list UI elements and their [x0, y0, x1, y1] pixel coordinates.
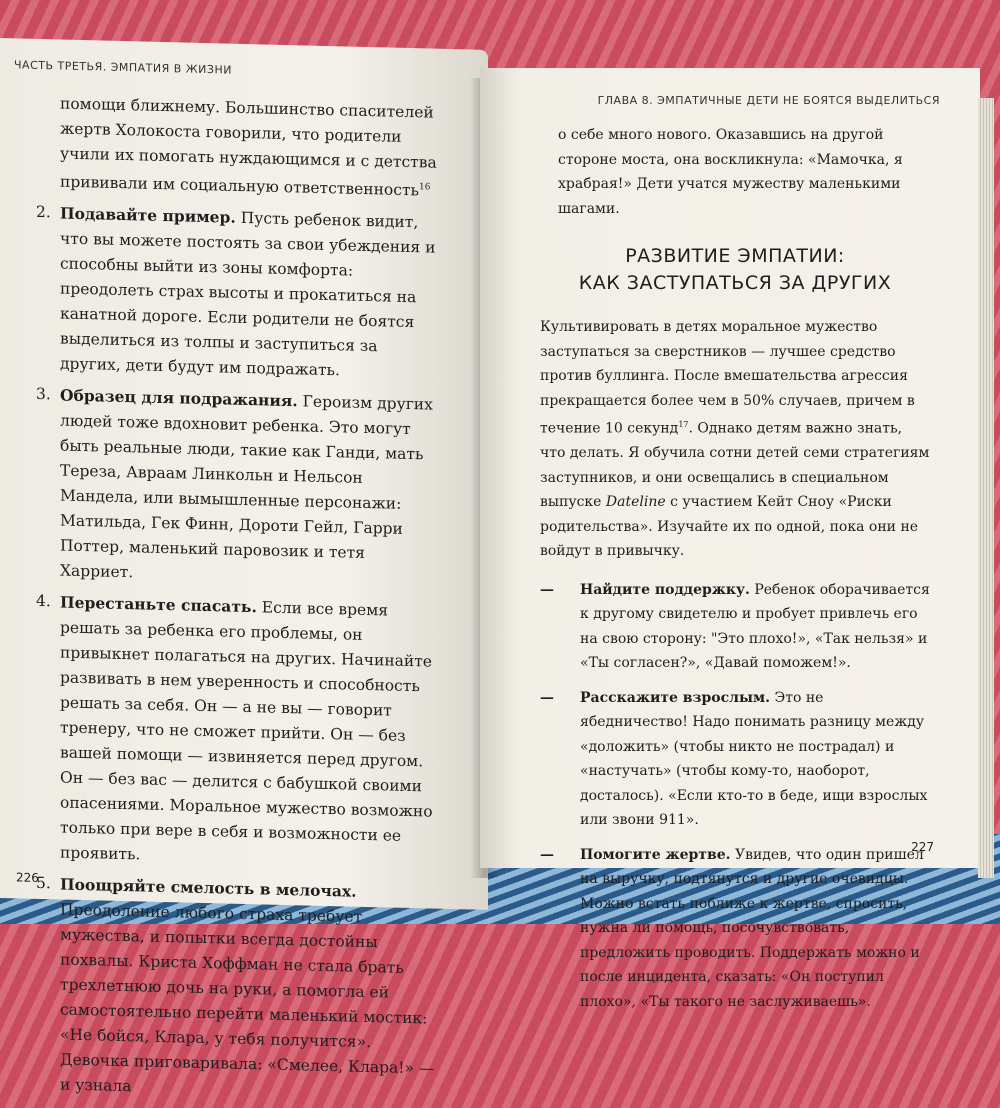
footnote-ref: 16	[418, 182, 431, 193]
list-item: 4. Перестаньте спасать. Если все время решать за ребенка его проблемы, он привыкнет полагаться на других. Начинайте развивать в нем уверенность и способность решать за себя. Он — а не вы — говорит тренеру, что не сможет прийти. Он — без вашей помощи — извиняется перед другом. Он — без вас — делится с бабушкой своими опасениями. Моральное мужество возможно только при вере в себя и возможности ее проявить.	[36, 592, 433, 864]
list-item: 5. Поощряйте смелость в мелочах. Преодоление любого страха требует мужества, и попытки всегда достойны похвалы. Криста Хоффман не стала брать трехлетнюю дочь на руки, а помогла ей самостоятельно перейти маленький мостик: «Не бойся, Клара, у тебя получится». Девочка приговаривала: «Смелее, Клара!» — и узнала	[36, 874, 435, 1096]
section-heading: РАЗВИТИЕ ЭМПАТИИ: КАК ЗАСТУПАТЬСЯ ЗА ДРУГИХ	[578, 245, 892, 294]
right-page	[480, 68, 980, 1010]
running-head: ГЛАВА 8. ЭМПАТИЧНЫЕ ДЕТИ НЕ БОЯТСЯ ВЫДЕЛИТЬСЯ	[597, 94, 940, 107]
page-body	[540, 123, 930, 1014]
intro-paragraph: Культивировать в детях моральное мужество заступаться за сверстников — лучшее средство против буллинга. После вмешательства агрессия прекращается более чем в 50% случаев, причем в течение 10 секунд$^{17}$. Однако детям важно знать, что делать. Я обучила сотни детей семи стратегиям заступников, и они освещались в специальном выпуске Dateline с участием Кейт Сноу «Риски родительства». Изучайте их по одной, пока они не войдут в привычку.	[540, 319, 930, 560]
list-item: — Помогите жертве. Увидев, что один пришел на выручку, подтянутся и другие очевидцы. Можно встать поближе к жертве, спросить, нужна ли помощь, посочувствовать, предложить проводить. Поддержать можно и после инцидента, сказать: «Он поступил плохо», «Ты такого не заслуживаешь».	[540, 846, 924, 1010]
list-item: — Найдите поддержку. Ребенок оборачивается к другому свидетелю и пробует привлечь его на свою сторону: "Это плохо!», «Так нельзя» и «Ты согласен?», «Давай поможем!».	[540, 581, 930, 672]
list-item: — Расскажите взрослым. Это не ябедничество! Надо понимать разницу между «доложить» (чтобы никто не пострадал) и «настучать» (чтобы кому-то, наоборот, досталось). «Если кто-то в беде, ищи взрослых или звони 911».	[540, 689, 928, 829]
page-edges	[978, 98, 994, 878]
left-page	[0, 38, 488, 1096]
page-body	[36, 91, 440, 1107]
list-item: 3. Образец для подражания. Героизм других людей тоже вдохновит ребенка. Это могут быть реальные люди, такие как Ганди, мать Тереза, Авраам Линкольн и Нельсон Мандела, или вымышленные персонажи: Матильда, Гек Финн, Дороти Гейл, Гарри Поттер, маленький паровозик и тетя Харриет.	[36, 385, 433, 582]
list-item: 2. Подавайте пример. Пусть ребенок видит, что вы можете постоять за свои убеждения и способны выйти из зоны комфорта: преодолеть страх высоты и прокатиться на канатной дороге. Если родители не боятся выделиться из толпы и заступиться за других, дети будут им подражать.	[36, 203, 436, 380]
open-book	[0, 38, 1000, 1096]
page-number: 227	[911, 840, 934, 854]
page-number: 226	[16, 870, 39, 885]
footnote-ref: 17	[678, 420, 689, 429]
continuation-paragraph: о себе много нового. Оказавшись на другой стороне моста, она воскликнула: «Мамочка, я храбрая!» Дети учатся мужеству маленькими шагами.	[558, 127, 903, 217]
lead-paragraph: помощи ближнему. Большинство спасителей жертв Холокоста говорили, что родители учили их помогать нуждающимся и с детства прививали им социальную ответственность$^{16}$	[60, 94, 437, 200]
running-head: ЧАСТЬ ТРЕТЬЯ. ЭМПАТИЯ В ЖИЗНИ	[14, 58, 232, 77]
